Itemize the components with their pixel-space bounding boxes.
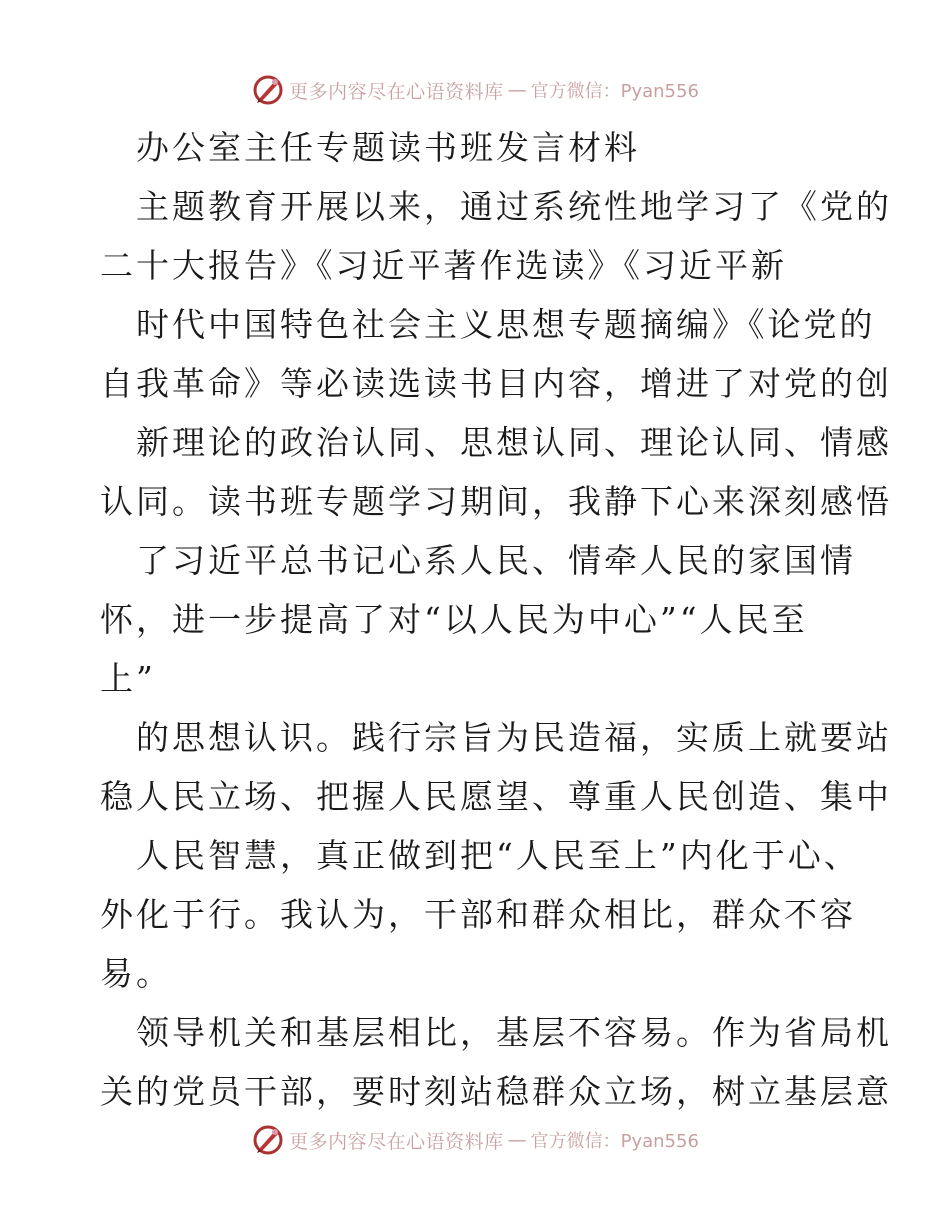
text-line: 领导机关和基层相比，基层不容易。作为省局机 xyxy=(136,1013,892,1052)
text-line: 二十大报告》《习近平著作选读》《习近平新 xyxy=(100,246,787,285)
header-watermark-banner xyxy=(0,70,950,110)
text-line: 稳人民立场、把握人民愿望、尊重人民创造、集中 xyxy=(100,777,892,816)
text-line: 易。 xyxy=(100,954,172,993)
text-line: 人民智慧，真正做到把“人民至上”内化于心、 xyxy=(136,836,860,875)
header-watermark-content xyxy=(251,73,699,107)
document-body xyxy=(100,118,892,1121)
text-line: 了习近平总书记心系人民、情牵人民的家国情 xyxy=(136,541,856,580)
text-line: 时代中国特色社会主义思想专题摘编》《论党的 xyxy=(136,305,876,344)
watermark-wechat: 官方微信：Pyan556 xyxy=(530,81,699,102)
pen-logo-icon xyxy=(251,73,285,107)
watermark-site-name: 更多内容尽在心语资料库 xyxy=(289,80,504,103)
text-line: 认同。读书班专题学习期间，我静下心来深刻感悟 xyxy=(100,482,892,521)
watermark-separator: — xyxy=(507,1129,527,1151)
text-line: 自我革命》等必读选读书目内容，增进了对党的创 xyxy=(100,364,892,403)
text-line: 关的党员干部，要时刻站稳群众立场，树立基层意 xyxy=(100,1072,892,1111)
text-line: 新理论的政治认同、思想认同、理论认同、情感 xyxy=(136,423,892,462)
watermark-site-name: 更多内容尽在心语资料库 xyxy=(289,1130,504,1153)
text-line: 怀，进一步提高了对“以人民为中心”“人民至 xyxy=(100,600,808,639)
footer-watermark-content xyxy=(251,1123,699,1157)
pen-logo-icon xyxy=(251,1123,285,1157)
text-line: 外化于行。我认为，干部和群众相比，群众不容 xyxy=(100,895,856,934)
text-line: 上” xyxy=(100,659,156,698)
footer-watermark-banner xyxy=(0,1120,950,1160)
watermark-wechat: 官方微信：Pyan556 xyxy=(530,1131,699,1152)
document-title: 办公室主任专题读书班发言材料 xyxy=(136,128,640,167)
text-line: 主题教育开展以来，通过系统性地学习了《党的 xyxy=(136,187,892,226)
text-line: 的思想认识。践行宗旨为民造福，实质上就要站 xyxy=(136,718,892,757)
watermark-separator: — xyxy=(507,79,527,101)
